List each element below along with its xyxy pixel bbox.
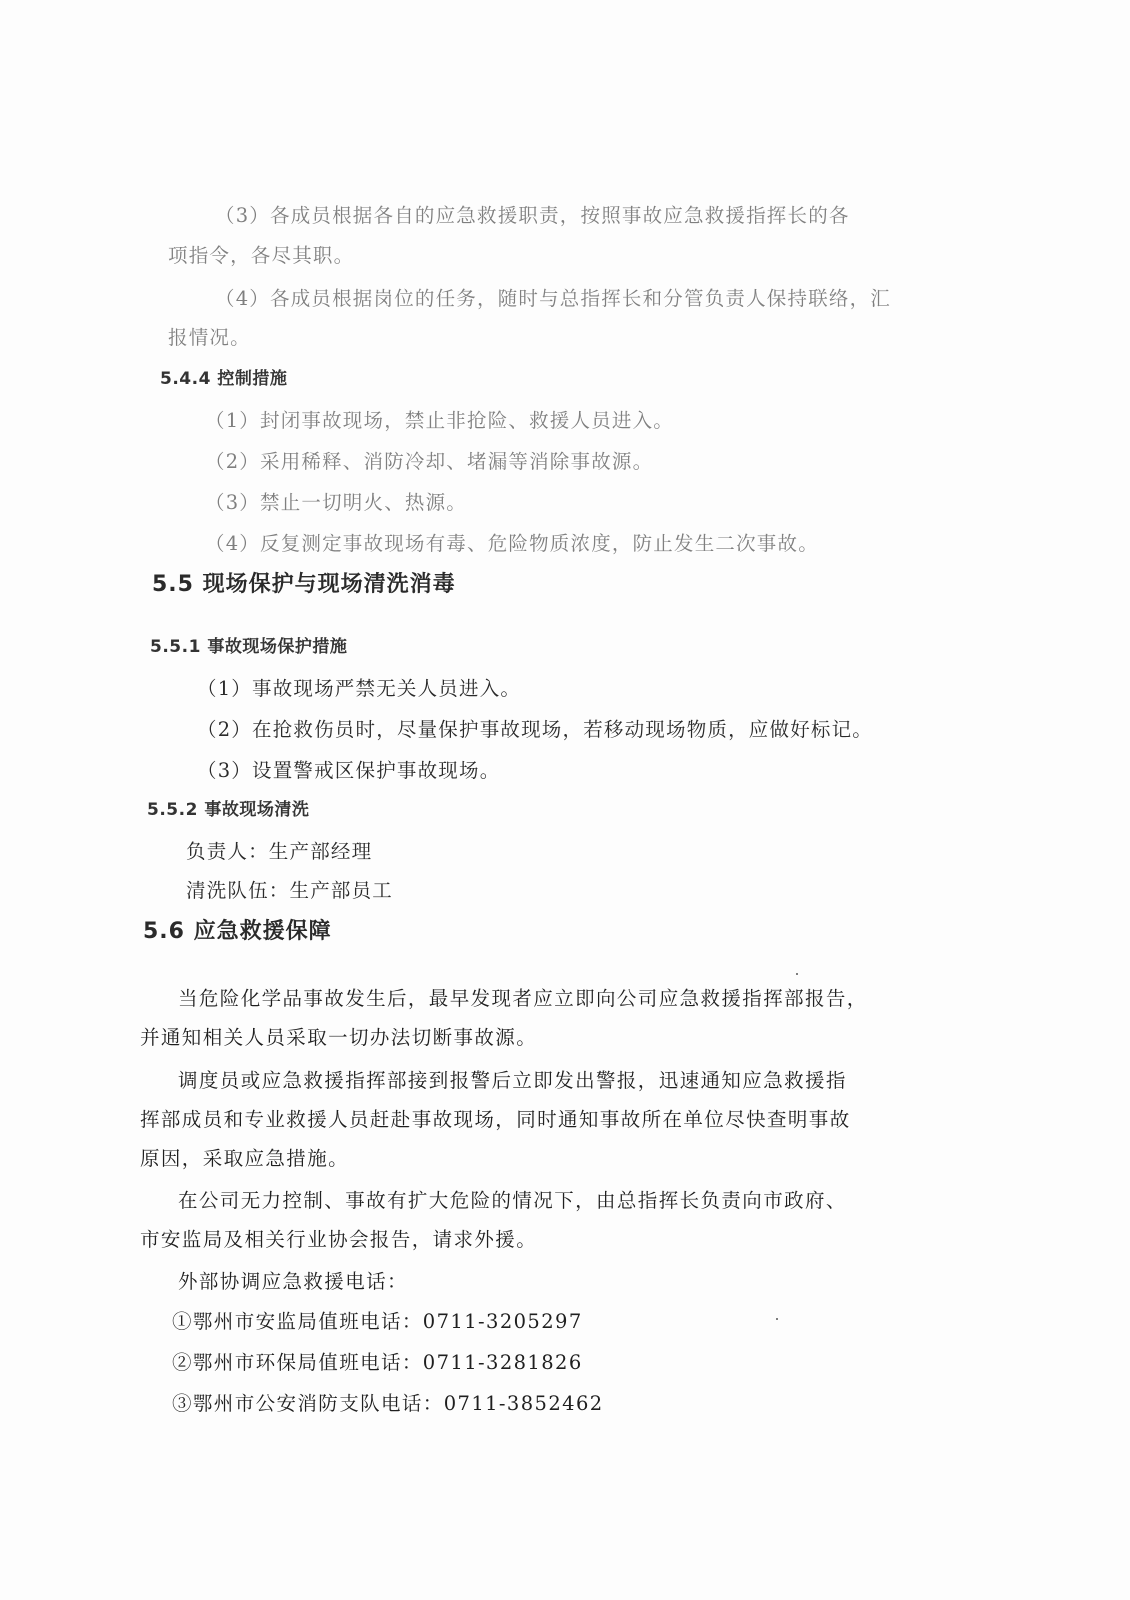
control-item-3: （3）禁止一切明火、热源。 bbox=[205, 491, 468, 514]
control-item-1: （1）封闭事故现场，禁止非抢险、救援人员进入。 bbox=[205, 409, 675, 432]
para3-line1: 在公司无力控制、事故有扩大危险的情况下，由总指挥长负责向市政府、 bbox=[178, 1189, 847, 1212]
scan-speck bbox=[776, 1318, 778, 1320]
heading-5-5: 5.5 现场保护与现场清洗消毒 bbox=[152, 572, 456, 597]
scan-speck bbox=[796, 973, 798, 975]
protection-item-2: （2）在抢救伤员时，尽量保护事故现场，若移动现场物质，应做好标记。 bbox=[197, 718, 874, 741]
protection-item-3: （3）设置警戒区保护事故现场。 bbox=[197, 759, 501, 782]
contact-3: ③鄂州市公安消防支队电话：0711-3852462 bbox=[172, 1392, 604, 1415]
contacts-heading: 外部协调应急救援电话： bbox=[178, 1270, 408, 1293]
cleaning-leader: 负责人：生产部经理 bbox=[186, 840, 373, 863]
para1-line2: 并通知相关人员采取一切办法切断事故源。 bbox=[140, 1026, 538, 1049]
heading-5-4-4: 5.4.4 控制措施 bbox=[160, 369, 288, 389]
para2-line2: 挥部成员和专业救援人员赶赴事故现场，同时通知事故所在单位尽快查明事故 bbox=[140, 1108, 851, 1131]
para3-line2: 市安监局及相关行业协会报告，请求外援。 bbox=[140, 1228, 538, 1251]
protection-item-1: （1）事故现场严禁无关人员进入。 bbox=[197, 677, 522, 700]
heading-5-5-1: 5.5.1 事故现场保护措施 bbox=[150, 637, 348, 657]
control-item-4: （4）反复测定事故现场有毒、危险物质浓度，防止发生二次事故。 bbox=[205, 532, 819, 555]
heading-5-5-2: 5.5.2 事故现场清洗 bbox=[147, 800, 310, 820]
contact-1: ①鄂州市安监局值班电话：0711-3205297 bbox=[172, 1310, 583, 1333]
item4-line2: 报情况。 bbox=[168, 326, 251, 349]
item3-line1: （3）各成员根据各自的应急救援职责，按照事故应急救援指挥长的各 bbox=[215, 204, 850, 227]
contact-2: ②鄂州市环保局值班电话：0711-3281826 bbox=[172, 1351, 583, 1374]
para2-line1: 调度员或应急救援指挥部接到报警后立即发出警报，迅速通知应急救援指 bbox=[178, 1069, 847, 1092]
cleaning-team: 清洗队伍：生产部员工 bbox=[186, 879, 394, 902]
item3-line2: 项指令，各尽其职。 bbox=[168, 244, 355, 267]
para2-line3: 原因，采取应急措施。 bbox=[140, 1147, 350, 1170]
item4-line1: （4）各成员根据岗位的任务，随时与总指挥长和分管负责人保持联络，汇 bbox=[215, 287, 892, 310]
para1-line1: 当危险化学品事故发生后，最早发现者应立即向公司应急救援指挥部报告， bbox=[178, 987, 868, 1010]
heading-5-6: 5.6 应急救援保障 bbox=[143, 919, 332, 944]
control-item-2: （2）采用稀释、消防冷却、堵漏等消除事故源。 bbox=[205, 450, 654, 473]
